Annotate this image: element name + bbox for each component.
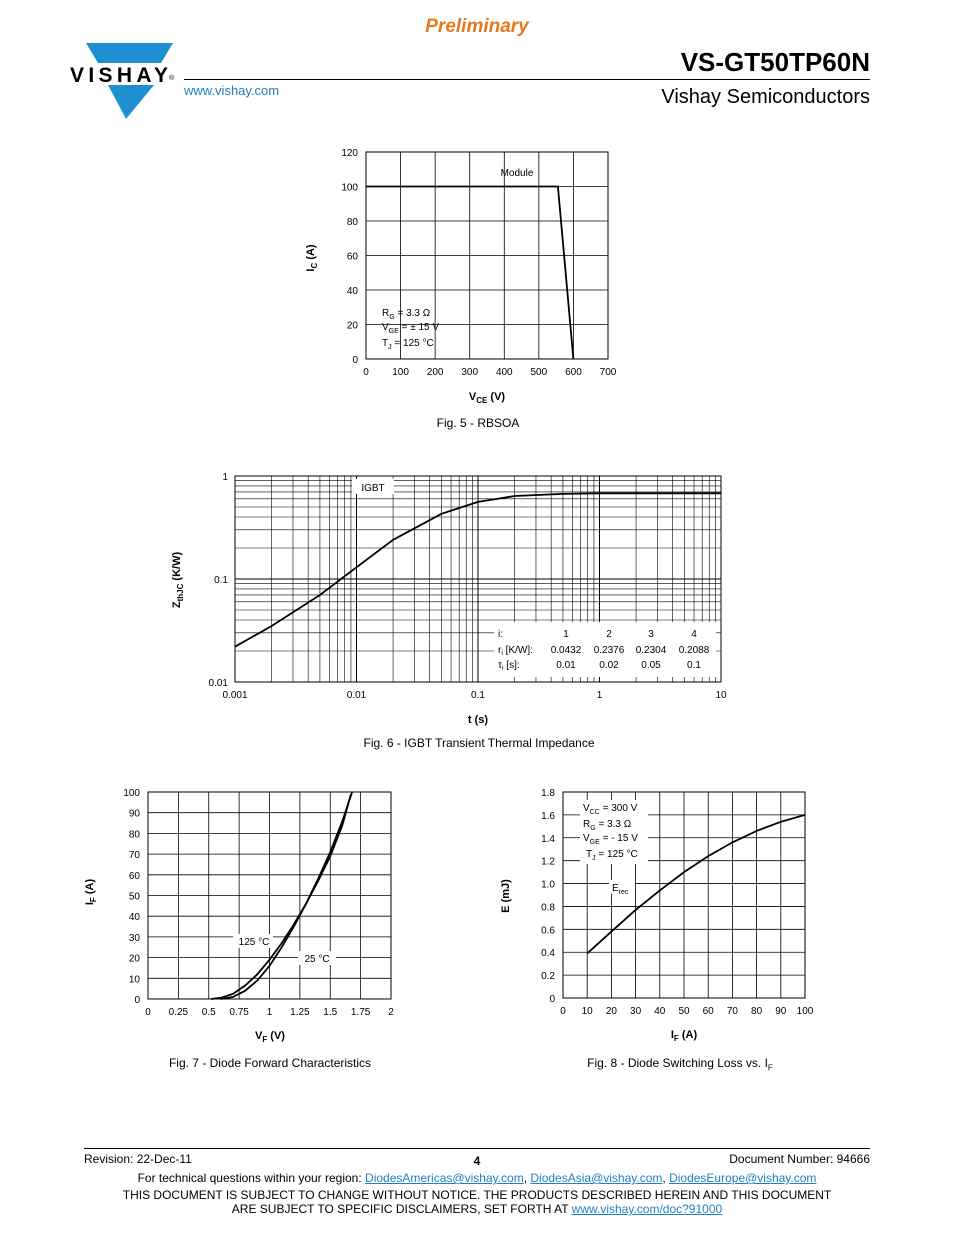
y-tick-label: 60 bbox=[346, 251, 358, 263]
x-tick-label: 30 bbox=[630, 1006, 642, 1017]
fig6-table-header-3: 3 bbox=[648, 629, 654, 640]
x-tick-label: 0.1 bbox=[471, 690, 485, 701]
y-tick-label: 10 bbox=[128, 974, 140, 986]
x-tick-label: 0.001 bbox=[222, 690, 248, 701]
fig8-caption: Fig. 8 - Diode Switching Loss vs. $I_F$ bbox=[587, 1056, 773, 1073]
fig6-table-t2: 0.02 bbox=[599, 660, 619, 671]
fig7-caption: Fig. 7 - Diode Forward Characteristics bbox=[168, 1056, 372, 1070]
y-tick-label: 100 bbox=[341, 182, 358, 194]
fig6-thermal-table bbox=[494, 622, 716, 677]
y-tick-label: 1.2 bbox=[541, 856, 555, 868]
x-tick-label: 700 bbox=[599, 367, 617, 378]
x-tick-label: 0.75 bbox=[229, 1007, 249, 1018]
x-tick-label: 80 bbox=[751, 1006, 763, 1017]
logo-bottom-shape bbox=[108, 85, 154, 119]
fig6-table-t4: 0.1 bbox=[687, 660, 701, 671]
x-tick-label: 1.75 bbox=[350, 1007, 371, 1018]
x-tick-label: 100 bbox=[796, 1006, 814, 1017]
y-tick-label: 0 bbox=[352, 355, 358, 366]
fig6-thermal-impedance-chart bbox=[160, 462, 750, 737]
x-tick-label: 400 bbox=[495, 367, 513, 378]
y-tick-label: 40 bbox=[346, 286, 358, 297]
fig6-table-r3: 0.2304 bbox=[635, 645, 667, 656]
footer-disclaimer-line2: ARE SUBJECT TO SPECIFIC DISCLAIMERS, SET FORTH AT www.vishay.com/doc?91000 bbox=[231, 1202, 723, 1216]
y-tick-label: 0.2 bbox=[541, 971, 555, 983]
footer-rule bbox=[84, 1148, 870, 1149]
fig6-table-tau-label: $\tau_i$ [s]: bbox=[498, 660, 520, 672]
vishay-logo bbox=[68, 43, 180, 119]
x-tick-label: 600 bbox=[565, 367, 582, 378]
footer-disclaimer-line1: THIS DOCUMENT IS SUBJECT TO CHANGE WITHOUT NOTICE. THE PRODUCTS DESCRIBED HEREIN AND THIS DOCUMENT bbox=[122, 1188, 832, 1202]
x-tick-label: 0.5 bbox=[201, 1007, 216, 1018]
footer-tech-questions: For technical questions within your region: DiodesAmericas@vishay.com, DiodesAsia@vishay.com, DiodesEurope@vishay.com bbox=[137, 1171, 817, 1185]
email-americas-link[interactable]: DiodesAmericas@vishay.com bbox=[365, 1171, 524, 1185]
y-tick-label: 0 bbox=[134, 995, 140, 1006]
y-tick-label: 20 bbox=[128, 953, 140, 965]
footer-page-number: 4 bbox=[473, 1154, 481, 1168]
fig6-table-r1: 0.0432 bbox=[550, 645, 582, 656]
y-tick-label: 80 bbox=[128, 829, 140, 841]
fig8-condition-tj: $T_J = 125$ °C bbox=[586, 849, 638, 862]
y-tick-label: 1.6 bbox=[541, 810, 555, 822]
y-tick-label: 100 bbox=[123, 788, 140, 799]
footer-revision: Revision: 22-Dec-11 bbox=[84, 1152, 192, 1166]
x-tick-label: 1 bbox=[266, 1007, 273, 1018]
x-tick-label: 1.5 bbox=[323, 1007, 338, 1018]
x-tick-label: 10 bbox=[581, 1006, 593, 1017]
header-rule bbox=[184, 79, 870, 80]
fig6-caption: Fig. 6 - IGBT Transient Thermal Impedance bbox=[363, 736, 595, 750]
fig6-y-axis-label: $Z_{thJC}$ (K/W) bbox=[171, 551, 185, 609]
fig7-diode-forward-chart bbox=[80, 780, 410, 1045]
company-name: Vishay Semiconductors bbox=[661, 86, 870, 108]
fig5-condition-vge: $V_{GE}$ = ± 15 V bbox=[382, 322, 440, 335]
fig5-x-axis-label: $V_{CE}$ (V) bbox=[468, 391, 506, 405]
fig8-condition-rg: $R_G = 3.3$ Ω bbox=[583, 819, 632, 832]
fig7-label-125c: 125 °C bbox=[238, 937, 270, 948]
fig7-tick-labels bbox=[123, 788, 394, 1018]
fig6-table-t3: 0.05 bbox=[641, 660, 661, 671]
fig5-series-label: Module bbox=[500, 168, 534, 179]
x-tick-label: 200 bbox=[426, 367, 444, 378]
vishay-url-link[interactable]: www.vishay.com bbox=[184, 83, 280, 98]
preliminary-label: Preliminary bbox=[425, 16, 529, 37]
logo-top-shape bbox=[86, 43, 173, 63]
y-tick-label: 1.8 bbox=[541, 788, 555, 799]
fig8-y-axis-label: E (mJ) bbox=[500, 879, 512, 913]
fig5-condition-rg: $R_G = 3.3$ Ω bbox=[382, 308, 431, 321]
email-asia-link[interactable]: DiodesAsia@vishay.com bbox=[530, 1171, 663, 1185]
x-tick-label: 0.01 bbox=[346, 690, 367, 701]
x-tick-label: 0.25 bbox=[168, 1007, 189, 1018]
fig6-x-axis-label: t (s) bbox=[467, 714, 489, 726]
x-tick-label: 90 bbox=[775, 1006, 787, 1017]
y-tick-label: 0.8 bbox=[541, 902, 555, 914]
x-tick-label: 20 bbox=[605, 1006, 617, 1017]
y-tick-label: 0.1 bbox=[214, 575, 228, 586]
x-tick-label: 500 bbox=[530, 367, 548, 378]
fig6-series-label: IGBT bbox=[361, 483, 385, 494]
logo-text: VISHAY bbox=[70, 64, 168, 87]
x-tick-label: 100 bbox=[392, 367, 409, 378]
y-tick-label: 50 bbox=[128, 891, 140, 903]
fig6-table-r-label: $r_i$ [K/W]: bbox=[498, 645, 533, 657]
fig6-table-header-2: 2 bbox=[606, 629, 612, 640]
y-tick-label: 120 bbox=[341, 148, 358, 159]
fig6-table-r2: 0.2376 bbox=[593, 645, 625, 656]
fig6-table-header-4: 4 bbox=[691, 629, 697, 640]
y-tick-label: 80 bbox=[346, 217, 358, 228]
fig6-table-r4: 0.2088 bbox=[678, 645, 710, 656]
footer-document-number: Document Number: 94666 bbox=[729, 1152, 870, 1166]
y-tick-label: 1.4 bbox=[541, 833, 555, 845]
fig5-rbsoa-chart bbox=[290, 140, 630, 410]
x-tick-label: 50 bbox=[678, 1006, 690, 1017]
x-tick-label: 2 bbox=[388, 1007, 394, 1018]
y-tick-label: 0.6 bbox=[541, 925, 555, 937]
part-number: VS-GT50TP60N bbox=[680, 47, 870, 77]
fig5-y-axis-label: $I_C$ (A) bbox=[305, 244, 319, 272]
y-tick-label: 30 bbox=[128, 932, 140, 944]
fig7-label-25c: 25 °C bbox=[304, 954, 330, 965]
fig6-table-header-1: 1 bbox=[563, 629, 569, 640]
y-tick-label: 40 bbox=[128, 912, 140, 924]
fig8-switching-loss-chart bbox=[490, 780, 830, 1045]
fig6-table-header-i: i: bbox=[498, 629, 503, 640]
x-tick-label: 300 bbox=[461, 367, 479, 378]
y-tick-label: 70 bbox=[128, 850, 140, 862]
logo-registered: ® bbox=[169, 75, 175, 82]
x-tick-label: 0 bbox=[560, 1006, 566, 1017]
x-tick-label: 60 bbox=[702, 1006, 714, 1017]
fig7-y-axis-label: $I_F$ (A) bbox=[84, 878, 98, 906]
fig7-grid bbox=[148, 792, 391, 999]
y-tick-label: 1.0 bbox=[541, 879, 555, 891]
fig8-x-axis-label: $I_F$ (A) bbox=[670, 1029, 698, 1043]
y-tick-label: 90 bbox=[128, 808, 140, 820]
x-tick-label: 0 bbox=[145, 1007, 151, 1018]
y-tick-label: 0.01 bbox=[208, 678, 228, 689]
fig8-condition-vcc: $V_{CC} = 300$ V bbox=[583, 803, 638, 816]
x-tick-label: 40 bbox=[654, 1006, 666, 1017]
y-tick-label: 1 bbox=[222, 472, 228, 483]
fig5-caption: Fig. 5 - RBSOA bbox=[436, 416, 520, 430]
fig6-table-t1: 0.01 bbox=[556, 660, 576, 671]
fig8-series-label-erec: $E_{rec}$ bbox=[612, 883, 629, 896]
x-tick-label: 1 bbox=[596, 690, 603, 701]
fig8-condition-vge: $V_{GE}$ = - 15 V bbox=[583, 833, 638, 846]
x-tick-label: 10 bbox=[715, 690, 727, 701]
disclaimer-link[interactable]: www.vishay.com/doc?91000 bbox=[571, 1202, 723, 1216]
fig7-x-axis-label: $V_F$ (V) bbox=[255, 1030, 285, 1044]
fig5-condition-tj: $T_J = 125$ °C bbox=[382, 338, 434, 351]
x-tick-label: 70 bbox=[726, 1006, 738, 1017]
x-tick-label: 1.25 bbox=[290, 1007, 310, 1018]
y-tick-label: 20 bbox=[346, 320, 358, 332]
y-tick-label: 60 bbox=[128, 870, 140, 882]
y-tick-label: 0.4 bbox=[541, 948, 555, 960]
x-tick-label: 0 bbox=[363, 367, 369, 378]
y-tick-label: 0 bbox=[549, 994, 555, 1005]
email-europe-link[interactable]: DiodesEurope@vishay.com bbox=[669, 1171, 817, 1185]
